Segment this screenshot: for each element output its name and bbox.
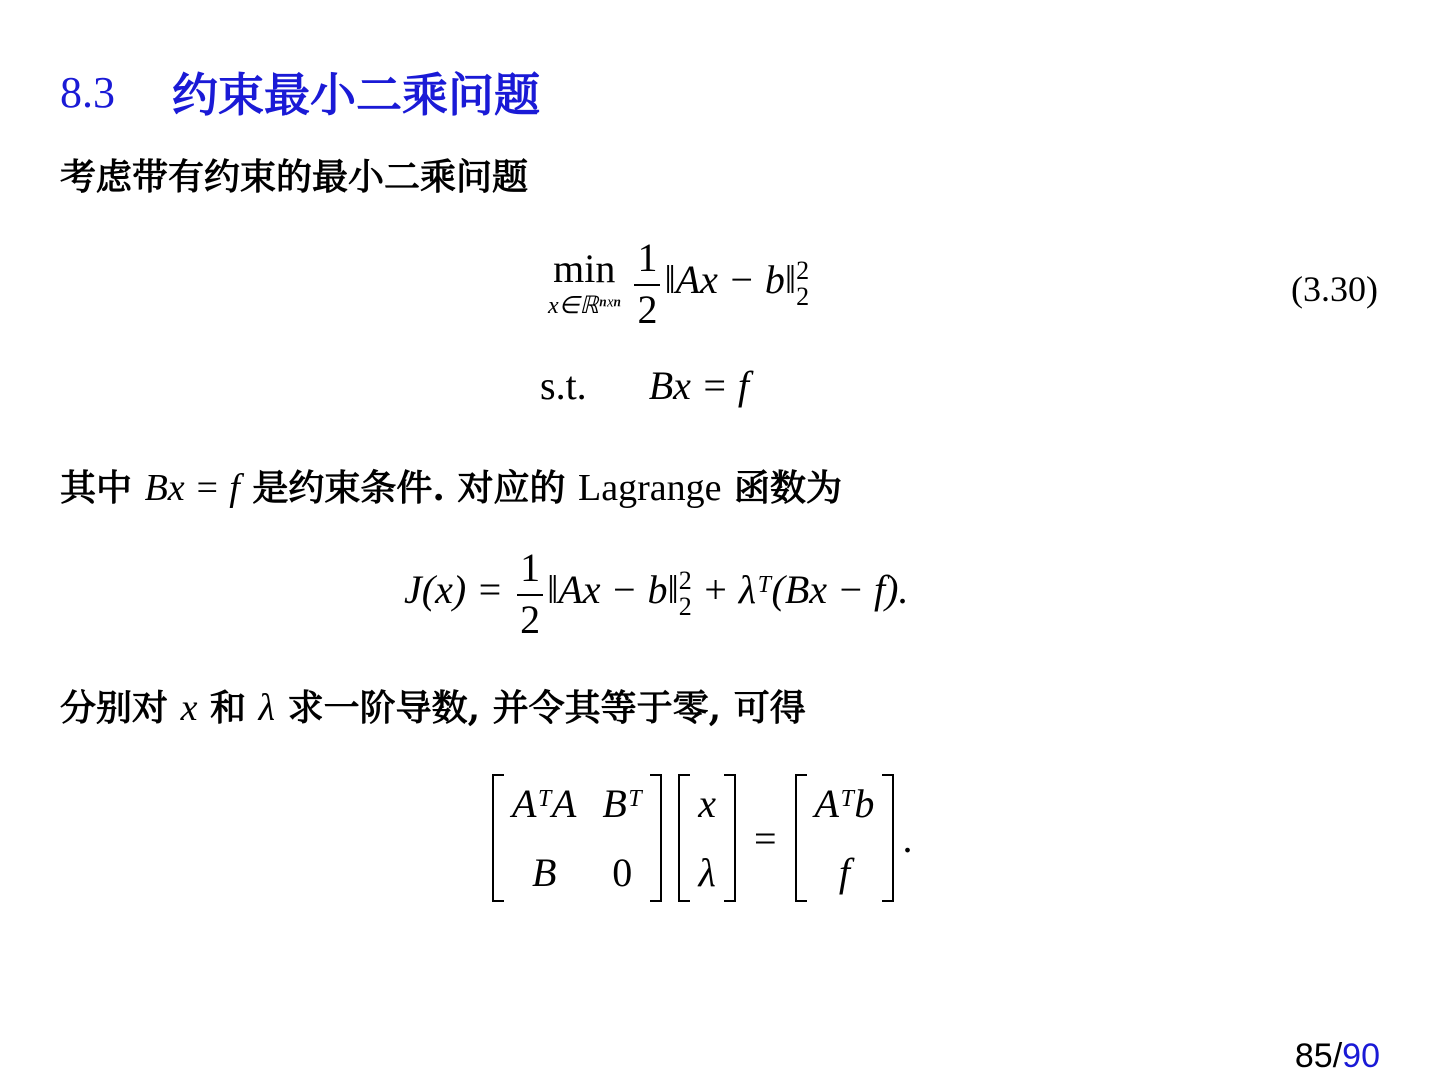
kkt-matrix xyxy=(492,774,662,902)
matrix-cell: Bᵀ xyxy=(602,781,643,826)
left-bracket xyxy=(492,774,504,902)
rhs-vector-cells xyxy=(807,774,883,902)
end-period: . xyxy=(902,815,913,861)
equation-number: (3.30) xyxy=(1291,269,1378,309)
derivative-paragraph xyxy=(60,686,806,732)
constraint-expression: Bx = f xyxy=(648,363,749,408)
page-number xyxy=(1295,1037,1380,1076)
vector-cell: Aᵀb xyxy=(814,781,875,826)
fraction-numerator: 1 xyxy=(637,235,658,280)
derivative-prefix: 分别对 xyxy=(60,687,169,729)
constraint-equation xyxy=(540,362,749,409)
min-operator xyxy=(548,245,621,320)
right-bracket xyxy=(650,774,662,902)
matrix-cell: B xyxy=(531,850,557,895)
page-total[interactable]: 90 xyxy=(1342,1037,1380,1075)
min-word: min xyxy=(553,245,616,291)
derivative-suffix: 求一阶导数, 并令其等于零, 可得 xyxy=(287,687,806,729)
lagrangian-equation xyxy=(404,545,909,642)
constraint-suffix: 函数为 xyxy=(734,467,843,509)
fraction-denominator: 2 xyxy=(637,287,658,332)
norm-subscript: 2 xyxy=(678,592,692,621)
vector-cell: λ xyxy=(698,850,716,895)
left-bracket xyxy=(678,774,690,902)
constraint-middle: 是约束条件. 对应的 xyxy=(252,467,566,509)
unknown-vector xyxy=(678,774,736,902)
lagrangian-lhs: J(x) = xyxy=(404,567,504,613)
subject-to-label: s.t. xyxy=(540,363,587,408)
fraction-bar xyxy=(634,284,660,286)
objective-equation xyxy=(548,235,810,332)
derivative-lambda: λ xyxy=(258,687,276,729)
intro-paragraph xyxy=(60,156,528,199)
fraction-denominator: 2 xyxy=(520,597,541,642)
left-bracket xyxy=(795,774,807,902)
fraction-numerator: 1 xyxy=(520,545,541,590)
lagrangian-norm: ‖Ax − b‖ xyxy=(547,567,679,613)
derivative-x: x xyxy=(180,687,198,729)
unknown-vector-cells xyxy=(690,774,724,902)
norm-subscript: 2 xyxy=(796,282,810,311)
half-fraction xyxy=(634,235,660,332)
section-number: 8.3 xyxy=(60,67,115,117)
rhs-vector xyxy=(795,774,895,902)
norm-scripts xyxy=(796,258,809,310)
norm-superscript: 2 xyxy=(796,256,810,285)
constraint-math: Bx = f xyxy=(144,467,240,509)
page-current: 85 xyxy=(1294,1037,1333,1075)
right-bracket xyxy=(882,774,894,902)
vector-cell: x xyxy=(698,781,716,826)
vector-cell: f xyxy=(838,850,851,895)
matrix-cell: 0 xyxy=(612,850,633,895)
kkt-system xyxy=(484,774,912,902)
lagrangian-rest: + λᵀ(Bx − f). xyxy=(701,567,909,613)
fraction-bar xyxy=(517,594,543,596)
min-subscript: x∈ℝⁿˣⁿ xyxy=(548,292,621,319)
section-title: 约束最小二乘问题 xyxy=(172,68,540,122)
page-separator: / xyxy=(1332,1037,1343,1075)
norm-superscript: 2 xyxy=(678,566,692,595)
right-bracket xyxy=(724,774,736,902)
lagrangian-fraction xyxy=(517,545,543,642)
lagrange-word: Lagrange xyxy=(578,467,722,509)
norm-scripts xyxy=(679,568,692,620)
matrix-cell: AᵀA xyxy=(512,781,577,826)
equals-sign: = xyxy=(753,815,777,861)
intro-text: 考虑带有约束的最小二乘问题 xyxy=(60,156,529,198)
objective-norm: ‖Ax − b‖ xyxy=(664,257,797,303)
constraint-paragraph xyxy=(60,466,842,512)
section-heading xyxy=(60,60,540,124)
constraint-prefix: 其中 xyxy=(60,467,133,509)
kkt-matrix-cells xyxy=(504,774,650,902)
derivative-and: 和 xyxy=(209,687,246,729)
